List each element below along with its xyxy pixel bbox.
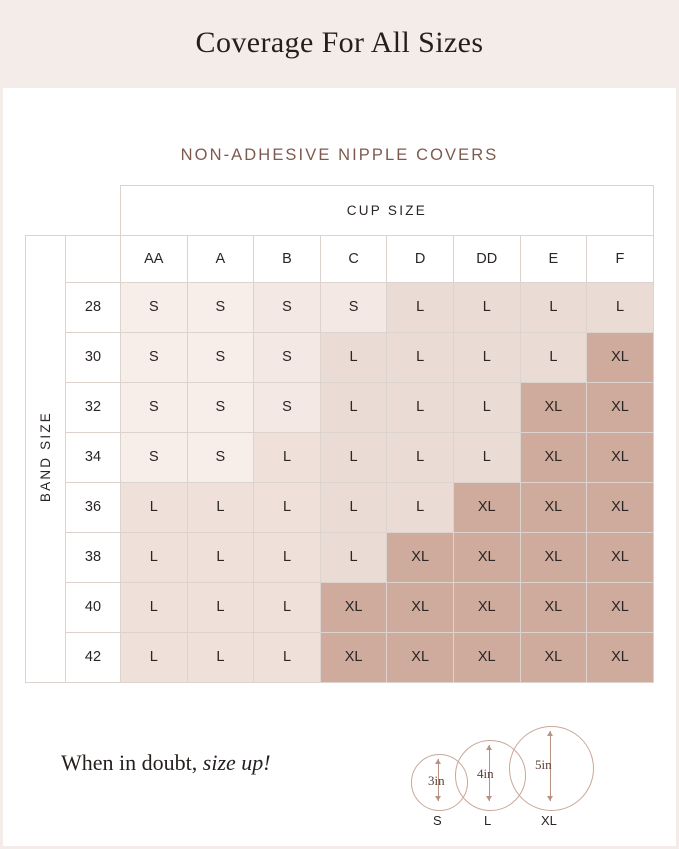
footer-note-italic: size up! xyxy=(202,750,271,775)
size-cell: S xyxy=(121,282,188,332)
size-cell: L xyxy=(121,582,188,632)
size-cell: L xyxy=(387,382,454,432)
size-cell: XL xyxy=(453,632,520,682)
size-cell: S xyxy=(187,432,254,482)
size-cell: L xyxy=(387,432,454,482)
band-size-value: 40 xyxy=(66,582,121,632)
size-cell: L xyxy=(320,482,387,532)
table-row xyxy=(26,432,654,482)
size-cell: L xyxy=(187,482,254,532)
size-cell: S xyxy=(121,332,188,382)
size-diagram xyxy=(401,689,621,828)
table-row xyxy=(26,582,654,632)
size-cell: XL xyxy=(387,632,454,682)
band-size-value: 32 xyxy=(66,382,121,432)
size-cell: XL xyxy=(520,632,587,682)
size-cell: S xyxy=(121,432,188,482)
table-row xyxy=(26,332,654,382)
band-size-value: 42 xyxy=(66,632,121,682)
size-cell: L xyxy=(587,282,654,332)
cup-size-label: F xyxy=(587,235,654,282)
page-title: Coverage For All Sizes xyxy=(195,26,484,59)
size-cell: L xyxy=(320,382,387,432)
table-header-row-cup xyxy=(26,186,654,236)
chart-card xyxy=(3,88,676,846)
size-cell: XL xyxy=(520,432,587,482)
size-cell: S xyxy=(254,332,321,382)
circle-measure-large: 4in xyxy=(477,766,494,781)
cup-size-label: C xyxy=(320,235,387,282)
arrow-head-down-icon xyxy=(435,796,441,801)
size-cell: L xyxy=(387,282,454,332)
table-row xyxy=(26,482,654,532)
size-cell: L xyxy=(187,532,254,582)
spacer-cell xyxy=(66,186,121,236)
size-cell: XL xyxy=(587,332,654,382)
size-cell: XL xyxy=(520,482,587,532)
size-cell: L xyxy=(121,532,188,582)
size-cell: XL xyxy=(587,532,654,582)
size-cell: S xyxy=(187,382,254,432)
cup-size-label: DD xyxy=(453,235,520,282)
cup-size-label: AA xyxy=(121,235,188,282)
size-cell: L xyxy=(320,532,387,582)
size-cell: L xyxy=(453,432,520,482)
size-cell: L xyxy=(520,282,587,332)
size-cell: S xyxy=(320,282,387,332)
corner-cell xyxy=(66,235,121,282)
size-cell: L xyxy=(254,532,321,582)
size-cell: L xyxy=(320,332,387,382)
size-cell: L xyxy=(387,332,454,382)
size-cell: S xyxy=(121,382,188,432)
size-cell: XL xyxy=(587,582,654,632)
circle-size-extra-large: XL xyxy=(541,813,557,828)
size-cell: S xyxy=(254,282,321,332)
size-cell: L xyxy=(453,282,520,332)
size-cell: L xyxy=(320,432,387,482)
size-cell: S xyxy=(187,282,254,332)
size-cell: L xyxy=(187,632,254,682)
chart-subtitle: NON-ADHESIVE NIPPLE COVERS xyxy=(180,146,499,164)
arrow-head-down-icon xyxy=(486,796,492,801)
cup-size-label: E xyxy=(520,235,587,282)
arrow-head-up-icon xyxy=(486,745,492,750)
cup-size-label: A xyxy=(187,235,254,282)
spacer-cell xyxy=(26,186,66,236)
arrow-head-up-icon xyxy=(547,731,553,736)
band-size-value: 28 xyxy=(66,282,121,332)
size-cell: XL xyxy=(453,532,520,582)
size-cell: L xyxy=(387,482,454,532)
arrow-head-down-icon xyxy=(547,796,553,801)
band-size-value: 34 xyxy=(66,432,121,482)
circle-measure-extra-large: 5in xyxy=(535,757,552,772)
size-cell: L xyxy=(453,382,520,432)
size-table xyxy=(25,185,654,683)
circle-size-large: L xyxy=(484,813,492,828)
size-cell: L xyxy=(254,632,321,682)
size-cell: XL xyxy=(587,382,654,432)
size-cell: XL xyxy=(320,632,387,682)
circle-measure-small: 3in xyxy=(428,773,445,788)
size-cell: L xyxy=(121,482,188,532)
arrow-head-up-icon xyxy=(435,759,441,764)
band-size-value: 30 xyxy=(66,332,121,382)
size-cell: XL xyxy=(587,482,654,532)
size-cell: XL xyxy=(520,582,587,632)
footer-note-plain: When in doubt, xyxy=(61,750,203,775)
cup-size-label: D xyxy=(387,235,454,282)
size-cell: XL xyxy=(387,532,454,582)
size-cell: XL xyxy=(587,432,654,482)
size-cell: XL xyxy=(320,582,387,632)
size-cell: L xyxy=(254,582,321,632)
size-cell: L xyxy=(187,582,254,632)
cup-size-header: CUP SIZE xyxy=(121,186,654,236)
size-cell: XL xyxy=(587,632,654,682)
size-cell: XL xyxy=(387,582,454,632)
size-cell: L xyxy=(254,432,321,482)
footer-note xyxy=(61,750,271,776)
size-cell: S xyxy=(254,382,321,432)
size-cell: XL xyxy=(520,532,587,582)
size-cell: L xyxy=(121,632,188,682)
cup-size-label: B xyxy=(254,235,321,282)
band-size-value: 36 xyxy=(66,482,121,532)
band-size-header-label: BAND SIZE xyxy=(38,411,53,503)
size-cell: XL xyxy=(453,482,520,532)
table-row xyxy=(26,382,654,432)
circle-size-small: S xyxy=(433,813,442,828)
size-cell: S xyxy=(187,332,254,382)
table-header-row-cup-letters xyxy=(26,235,654,282)
size-cell: L xyxy=(520,332,587,382)
band-size-header xyxy=(26,235,66,682)
size-cell: L xyxy=(453,332,520,382)
table-row xyxy=(26,282,654,332)
band-size-value: 38 xyxy=(66,532,121,582)
size-cell: L xyxy=(254,482,321,532)
size-table-wrap xyxy=(25,185,653,683)
size-cell: XL xyxy=(520,382,587,432)
table-row xyxy=(26,632,654,682)
table-row xyxy=(26,532,654,582)
size-cell: XL xyxy=(453,582,520,632)
